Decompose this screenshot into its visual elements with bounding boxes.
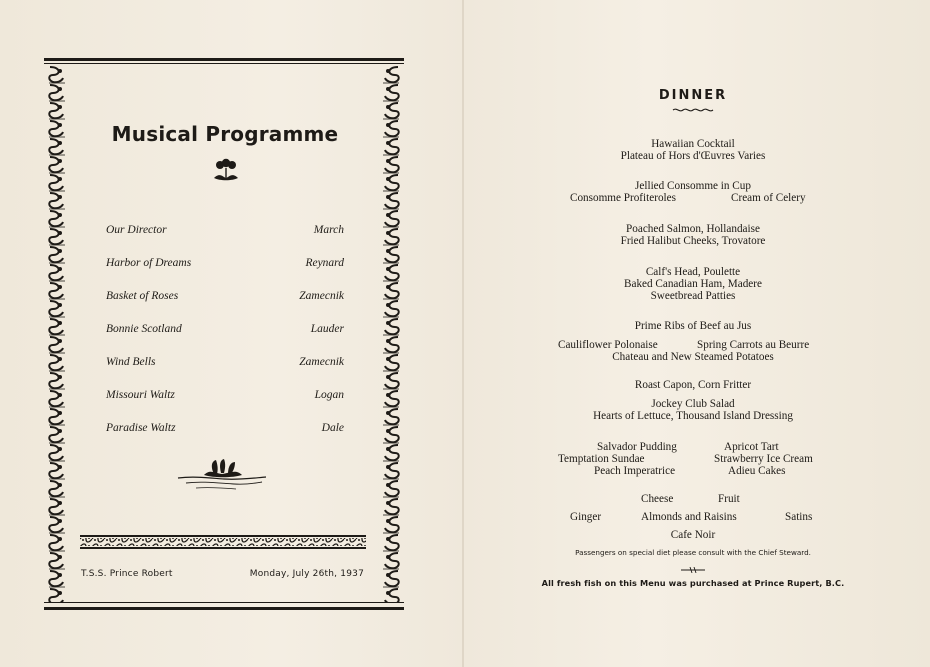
programme-title: Musical Programme	[111, 122, 339, 146]
menu-line: Hearts of Lettuce, Thousand Island Dressing	[593, 410, 793, 422]
menu-line: Sweetbread Patties	[650, 290, 736, 302]
piece-title: Basket of Roses	[106, 290, 179, 302]
composer-name: Logan	[314, 389, 344, 401]
piece-title: Harbor of Dreams	[106, 257, 192, 269]
frame-bottom-rule	[44, 607, 404, 610]
programme-row	[106, 224, 344, 240]
programme-row	[106, 323, 344, 339]
menu-line: Prime Ribs of Beef au Jus	[634, 320, 752, 332]
composer-name: Reynard	[305, 257, 344, 269]
piece-title: Paradise Waltz	[106, 422, 176, 434]
menu-title: DINNER	[658, 88, 728, 103]
menu-item: Satins	[785, 511, 813, 523]
scroll-border-left	[46, 66, 68, 602]
menu-line: Cafe Noir	[670, 529, 716, 541]
composer-name: Zamecnik	[299, 356, 344, 368]
title-swash-ornament-icon	[671, 106, 715, 114]
piece-title: Missouri Waltz	[106, 389, 175, 401]
programme-date: Monday, July 26th, 1937	[249, 569, 364, 579]
piece-title: Our Director	[106, 224, 167, 236]
ship-name: T.S.S. Prince Robert	[81, 569, 173, 579]
menu-item: Salvador Pudding	[597, 441, 677, 453]
menu-line: Calf's Head, Poulette	[645, 266, 741, 278]
menu-line: Chateau and New Steamed Potatoes	[612, 351, 774, 363]
menu-line: Baked Canadian Ham, Madere	[624, 278, 762, 290]
programme-row	[106, 257, 344, 273]
piece-title: Wind Bells	[106, 356, 156, 368]
programme-row	[106, 422, 344, 438]
menu-line: Roast Capon, Corn Fritter	[634, 379, 752, 391]
menu-line: Jockey Club Salad	[651, 398, 735, 410]
decorative-divider-band	[80, 535, 366, 549]
menu-item: Peach Imperatrice	[594, 465, 676, 477]
menu-item: Consomme Profiteroles	[570, 192, 676, 204]
menu-item: Fruit	[718, 493, 740, 505]
menu-item: Ginger	[570, 511, 602, 523]
piece-title: Bonnie Scotland	[106, 323, 182, 335]
small-dash-ornament-icon	[681, 567, 705, 573]
menu-item: Cauliflower Polonaise	[558, 339, 658, 351]
menu-line: Jellied Consomme in Cup	[635, 180, 751, 192]
composer-name: Dale	[321, 422, 344, 434]
menu-item: Strawberry Ice Cream	[714, 453, 813, 465]
menu-line: Fried Halibut Cheeks, Trovatore	[620, 235, 766, 247]
menu-item: Cheese	[641, 493, 674, 505]
page-fold	[462, 0, 464, 667]
menu-line: Plateau of Hors d'Œuvres Varies	[620, 150, 766, 162]
menu-item: Cream of Celery	[731, 192, 806, 204]
menu-item: Temptation Sundae	[558, 453, 645, 465]
programme-panel	[44, 58, 404, 610]
programme-row	[106, 290, 344, 306]
composer-name: Zamecnik	[299, 290, 344, 302]
menu-item: Spring Carrots au Beurre	[697, 339, 810, 351]
menu-item: Apricot Tart	[724, 441, 779, 453]
scroll-border-right	[380, 66, 402, 602]
programme-row	[106, 389, 344, 405]
special-diet-note: Passengers on special diet please consult with the Chief Steward.	[575, 548, 811, 557]
fresh-fish-note: All fresh fish on this Menu was purchased at Prince Rupert, B.C.	[541, 578, 845, 588]
menu-item: Adieu Cakes	[728, 465, 786, 477]
frame-top-rule	[44, 58, 404, 61]
menu-line: Poached Salmon, Hollandaise	[626, 223, 760, 235]
menu-line: Hawaiian Cocktail	[651, 138, 735, 150]
water-lily-ornament-icon	[174, 458, 270, 494]
programme-row	[106, 356, 344, 372]
composer-name: March	[313, 224, 344, 236]
flower-ornament-icon	[211, 158, 241, 184]
composer-name: Lauder	[310, 323, 344, 335]
menu-item: Almonds and Raisins	[641, 511, 737, 523]
